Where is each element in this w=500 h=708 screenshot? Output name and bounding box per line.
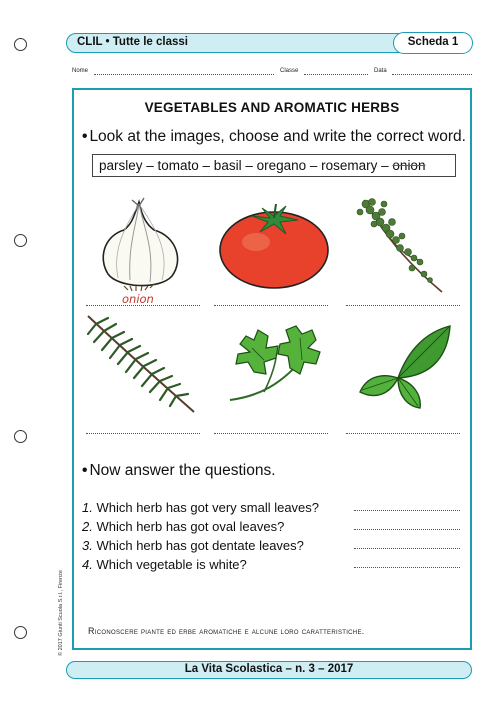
question-text: Which herb has got dentate leaves? xyxy=(96,538,304,553)
class-label: Classe xyxy=(280,68,299,74)
binder-hole xyxy=(14,38,27,51)
bullet: • xyxy=(82,462,88,479)
answer-line-2[interactable] xyxy=(214,294,328,306)
question-3 xyxy=(82,538,462,553)
rosemary-image xyxy=(84,312,198,421)
question-answer-line[interactable] xyxy=(354,529,460,530)
instruction-2-text: Now answer the questions. xyxy=(89,462,276,479)
footer-text: La Vita Scolastica – n. 3 – 2017 xyxy=(184,663,354,675)
question-text: Which herb has got oval leaves? xyxy=(96,519,285,534)
worksheet-title: VEGETABLES AND AROMATIC HERBS xyxy=(144,100,400,115)
question-number: 3. xyxy=(82,538,93,553)
question-number: 1. xyxy=(82,500,93,515)
instruction-2 xyxy=(82,462,276,480)
copyright-notice: © 2017 Giunti Scuola S.r.l., Firenze xyxy=(58,570,64,656)
parsley-image xyxy=(220,322,332,419)
binder-hole xyxy=(14,234,27,247)
bullet: • xyxy=(82,128,88,145)
worksheet-frame xyxy=(72,88,472,650)
oregano-image xyxy=(354,194,454,303)
name-label: Nome xyxy=(72,68,89,74)
class-field[interactable] xyxy=(304,74,368,75)
binder-hole xyxy=(14,626,27,639)
student-fields xyxy=(72,68,472,78)
question-2 xyxy=(82,519,462,534)
sheet-tab: Scheda 1 xyxy=(393,32,473,54)
question-answer-line[interactable] xyxy=(354,510,460,511)
date-field[interactable] xyxy=(392,74,472,75)
word-bank xyxy=(92,154,456,177)
instruction-1-text: Look at the images, choose and write the correct word. xyxy=(89,128,466,145)
answer-line-3[interactable] xyxy=(346,294,460,306)
answer-line-4[interactable] xyxy=(86,422,200,434)
struck-word: onion xyxy=(392,158,426,173)
question-answer-line[interactable] xyxy=(354,567,460,568)
question-number: 2. xyxy=(82,519,93,534)
header-bar xyxy=(66,33,472,53)
date-label: Data xyxy=(374,68,387,74)
example-answer: onion xyxy=(122,292,154,306)
learning-objective-text: Riconoscere piante ed erbe aromatiche e alcune loro caratteristiche. xyxy=(88,626,365,636)
name-field[interactable] xyxy=(94,74,274,75)
footer-bar xyxy=(66,661,472,679)
question-text: Which herb has got very small leaves? xyxy=(96,500,320,515)
question-1 xyxy=(82,500,462,515)
question-text: Which vegetable is white? xyxy=(96,557,247,572)
question-4 xyxy=(82,557,462,572)
series-label: CLIL • Tutte le classi xyxy=(77,36,188,48)
basil-image xyxy=(358,320,454,415)
instruction-1 xyxy=(82,128,466,146)
question-answer-line[interactable] xyxy=(354,548,460,549)
binder-hole xyxy=(14,430,27,443)
answer-line-1[interactable] xyxy=(86,294,200,306)
question-number: 4. xyxy=(82,557,93,572)
onion-image xyxy=(84,196,194,297)
answer-line-6[interactable] xyxy=(346,422,460,434)
word-list: parsley – tomato – basil – oregano – rosemary – xyxy=(99,158,393,173)
tomato-image xyxy=(216,202,332,295)
answer-line-5[interactable] xyxy=(214,422,328,434)
learning-objective xyxy=(88,626,365,636)
